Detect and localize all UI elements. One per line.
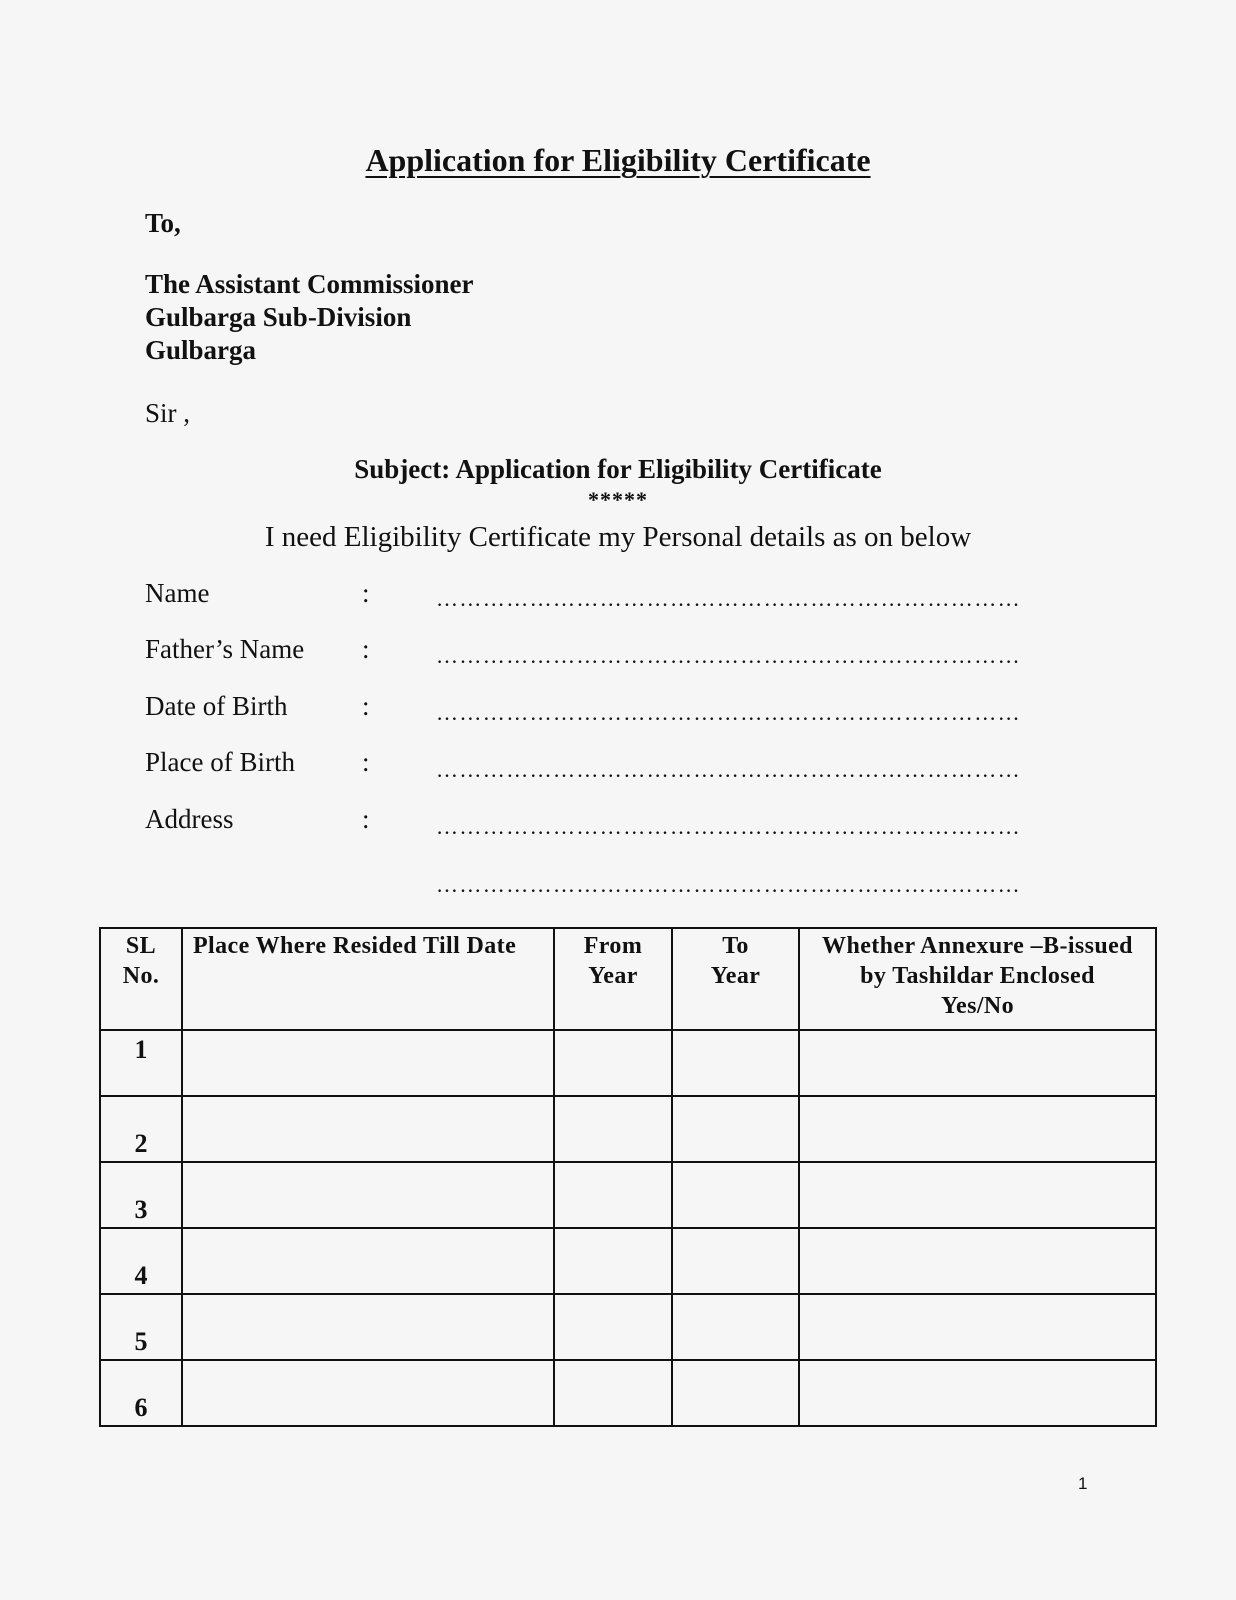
annexure-cell[interactable]	[799, 1228, 1156, 1294]
page-title: Application for Eligibility Certificate	[365, 142, 871, 178]
recipient-line: Gulbarga	[145, 335, 257, 365]
header-text: Place Where Resided Till Date	[193, 933, 517, 959]
annexure-cell[interactable]	[799, 1030, 1156, 1096]
place-of-birth-field[interactable]: …………………………………………………………………	[436, 757, 1021, 782]
from-year-cell[interactable]	[554, 1162, 672, 1228]
sl-number-cell: 6	[100, 1360, 182, 1426]
sl-number-cell: 5	[100, 1294, 182, 1360]
table-row	[100, 1162, 1156, 1228]
place-cell[interactable]	[182, 1030, 554, 1096]
col-header-sl-no	[100, 928, 182, 1030]
place-cell[interactable]	[182, 1360, 554, 1426]
date-of-birth-field[interactable]: …………………………………………………………………	[436, 700, 1021, 725]
field-colon: :	[362, 691, 370, 721]
annexure-cell[interactable]	[799, 1360, 1156, 1426]
place-cell[interactable]	[182, 1162, 554, 1228]
header-text: No.	[122, 963, 160, 989]
header-text: Whether Annexure –B-issued	[822, 933, 1133, 959]
field-label-fathers-name: Father’s Name	[145, 634, 305, 664]
field-colon: :	[362, 578, 370, 608]
to-year-cell[interactable]	[672, 1162, 799, 1228]
recipient-address	[145, 268, 474, 367]
header-text: Year	[588, 963, 638, 989]
to-year-cell[interactable]	[672, 1294, 799, 1360]
table-row	[100, 1096, 1156, 1162]
annexure-cell[interactable]	[799, 1096, 1156, 1162]
to-year-cell[interactable]	[672, 1096, 799, 1162]
address-field[interactable]: …………………………………………………………………	[436, 814, 1021, 839]
name-field[interactable]: …………………………………………………………………	[436, 586, 1021, 611]
residence-table	[99, 927, 1157, 1427]
header-text: Year	[710, 963, 761, 989]
header-text: To	[722, 933, 749, 959]
table-row	[100, 1294, 1156, 1360]
annexure-cell[interactable]	[799, 1294, 1156, 1360]
salutation: Sir ,	[145, 398, 191, 428]
field-colon: :	[362, 634, 370, 664]
col-header-to-year	[672, 928, 799, 1030]
address-field-continuation[interactable]: …………………………………………………………………	[436, 872, 1021, 897]
header-text: SL	[125, 933, 157, 959]
header-text: by Tashildar Enclosed	[860, 963, 1095, 989]
from-year-cell[interactable]	[554, 1294, 672, 1360]
to-year-cell[interactable]	[672, 1228, 799, 1294]
sl-number-cell: 3	[100, 1162, 182, 1228]
from-year-cell[interactable]	[554, 1360, 672, 1426]
recipient-line: The Assistant Commissioner	[145, 269, 474, 299]
field-label-address: Address	[145, 804, 234, 834]
from-year-cell[interactable]	[554, 1030, 672, 1096]
to-year-cell[interactable]	[672, 1360, 799, 1426]
from-year-cell[interactable]	[554, 1096, 672, 1162]
sl-number-cell: 1	[100, 1030, 182, 1096]
field-label-date-of-birth: Date of Birth	[145, 691, 288, 721]
col-header-place	[182, 928, 554, 1030]
field-label-place-of-birth: Place of Birth	[145, 747, 295, 777]
separator-stars: *****	[588, 487, 648, 512]
sl-number-cell: 2	[100, 1096, 182, 1162]
table-header-row	[100, 928, 1156, 1030]
header-text: From	[583, 933, 643, 959]
to-year-cell[interactable]	[672, 1030, 799, 1096]
page-number: 1	[1078, 1474, 1088, 1493]
place-cell[interactable]	[182, 1096, 554, 1162]
sl-number-cell: 4	[100, 1228, 182, 1294]
place-cell[interactable]	[182, 1294, 554, 1360]
field-label-name: Name	[145, 578, 210, 608]
annexure-cell[interactable]	[799, 1162, 1156, 1228]
recipient-line: Gulbarga Sub-Division	[145, 302, 412, 332]
from-year-cell[interactable]	[554, 1228, 672, 1294]
field-colon: :	[362, 804, 370, 834]
to-line: To,	[145, 208, 181, 238]
col-header-annexure	[799, 928, 1156, 1030]
header-text: Yes/No	[940, 993, 1015, 1019]
table-row	[100, 1360, 1156, 1426]
table-row	[100, 1030, 1156, 1096]
subject-line: Subject: Application for Eligibility Certificate	[354, 454, 882, 484]
field-colon: :	[362, 747, 370, 777]
fathers-name-field[interactable]: …………………………………………………………………	[436, 643, 1021, 668]
table-row	[100, 1228, 1156, 1294]
col-header-from-year	[554, 928, 672, 1030]
intro-text: I need Eligibility Certificate my Personal details as on below	[264, 521, 972, 553]
place-cell[interactable]	[182, 1228, 554, 1294]
